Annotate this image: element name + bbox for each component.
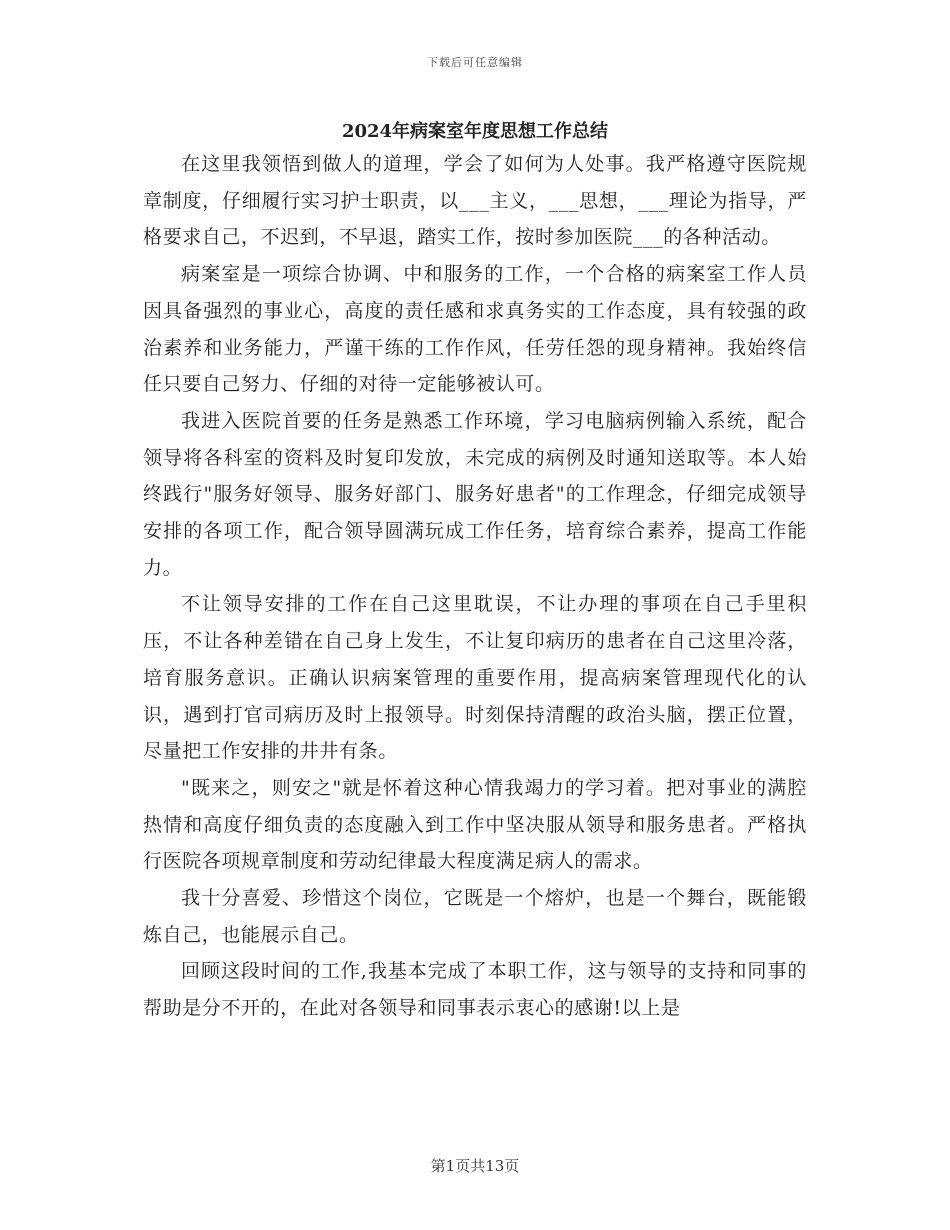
paragraph: 我十分喜爱、珍惜这个岗位，它既是一个熔炉，也是一个舞台，既能锻炼自己，也能展示自己。 [143,887,807,946]
paragraph: 病案室是一项综合协调、中和服务的工作，一个合格的病案室工作人员因具备强烈的事业心，高度的责任感和求真务实的工作态度，具有较强的政治素养和业务能力，严谨干练的工作作风，任劳任怨的现身精神。我始终信任只要自己努力、仔细的对待一定能够被认可。 [143,263,807,396]
page-number: 第1页共13页 [430,1157,520,1175]
document-title: 2024年病案室年度思想工作总结 [341,121,609,142]
page-header-note: 下载后可任意编辑 [427,56,523,69]
paragraph: 回顾这段时间的工作,我基本完成了本职工作，这与领导的支持和同事的帮助是分不开的，在此对各领导和同事表示衷心的感谢!以上是 [143,960,807,1020]
document-body [143,146,807,1027]
paragraph: 我进入医院首要的任务是熟悉工作环境，学习电脑病例输入系统，配合领导将各科室的资料及时复印发放，未完成的病例及时通知送取等。本人始终践行"服务好领导、服务好部门、服务好患者"的工作理念，仔细完成领导安排的各项工作，配合领导圆满玩成工作任务，培育综合素养，提高工作能力。 [143,409,807,579]
paragraph: 在这里我领悟到做人的道理，学会了如何为人处事。我严格遵守医院规章制度，仔细履行实习护士职责，以___主义，___思想，___理论为指导，严格要求自己，不迟到，不早退，踏实工作，按时参加医院___的各种活动。 [143,153,807,249]
paragraph: 不让领导安排的工作在自己这里耽误，不让办理的事项在自己手里积压，不让各种差错在自己身上发生，不让复印病历的患者在自己这里冷落，培育服务意识。正确认识病案管理的重要作用，提高病案管理现代化的认识，遇到打官司病历及时上报领导。时刻保持清醒的政治头脑，摆正位置，尽量把工作安排的井井有条。 [143,593,807,763]
paragraph: "既来之，则安之"就是怀着这种心情我竭力的学习着。把对事业的满腔热情和高度仔细负责的态度融入到工作中坚决服从领导和服务患者。严格执行医院各项规章制度和劳动纪律最大程度满足病人的需求。 [143,776,807,873]
